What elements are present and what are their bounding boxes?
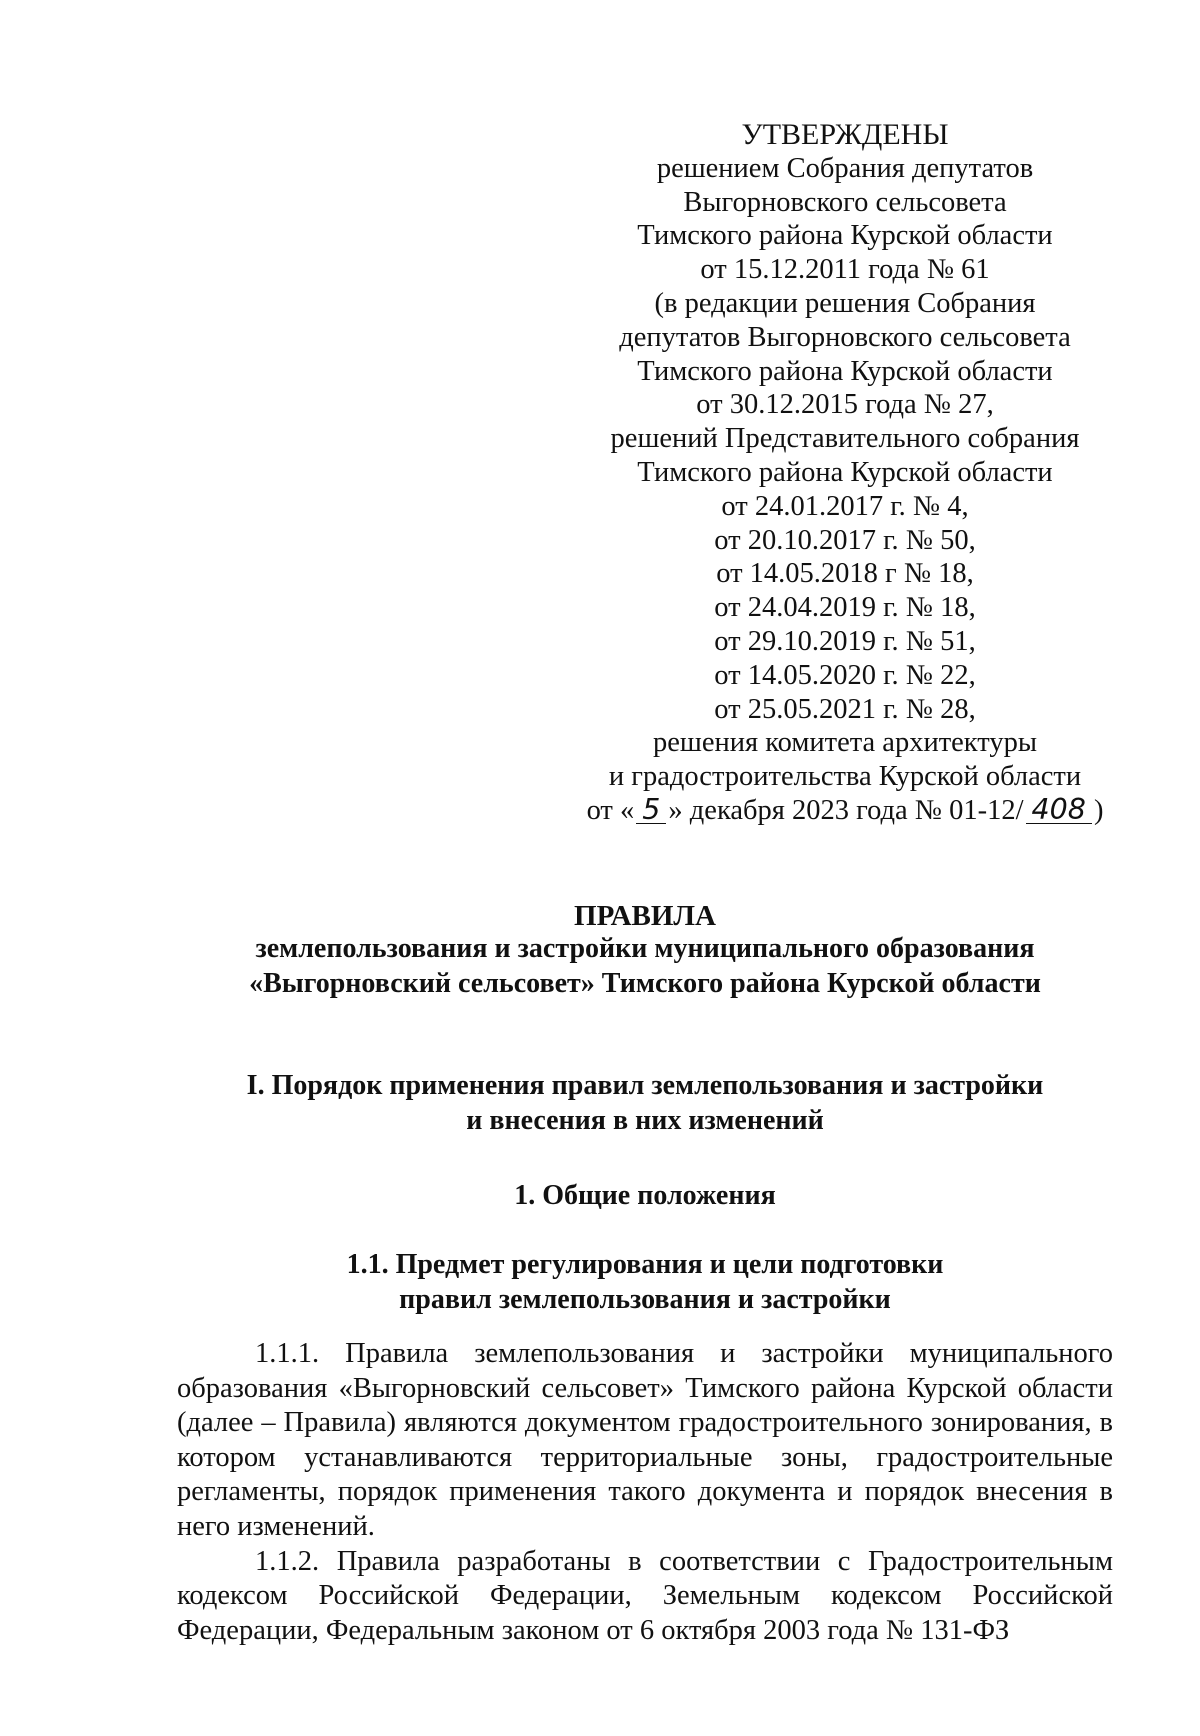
handwritten-number: 408 [1026,797,1092,824]
approval-block [560,118,1130,828]
approval-line: решений Представительного собрания [610,423,1080,455]
section-line: и внесения в них изменений [466,1105,824,1136]
title-main: ПРАВИЛА [574,900,716,932]
paragraph-1-1-1: 1.1.1. Правила землепользования и застройки муниципального образования «Выгорновский сельсовет» Тимского района Курской области (далее – Правила) являются документом градостроительного зонирования, в котором устанавливаются территориальные зоны, градостроительные регламенты, порядок применения такого документа и порядок внесения в него изменений. [177,1338,1113,1542]
document-title [150,899,1140,934]
subtitle-line: «Выгорновский сельсовет» Тимского района Курской области [249,968,1041,999]
section-heading [150,1068,1140,1138]
subsection-line: 1.1. Предмет регулирования и цели подготовки [346,1249,944,1280]
date-prefix: от « [586,794,635,826]
approval-line: от 25.05.2021 г. № 28, [714,693,976,725]
date-middle: » декабря 2023 года № 01-12/ [668,794,1024,826]
approval-line: Тимского района Курской области [637,355,1053,387]
approval-date-line [560,794,1130,828]
approval-line: Тимского района Курской области [637,220,1053,252]
approval-line: от 24.04.2019 г. № 18, [714,592,976,624]
approval-line: от 14.05.2018 г № 18, [716,558,974,590]
approval-line: от 20.10.2017 г. № 50, [714,524,976,556]
subsection-heading [150,1247,1140,1317]
approval-line: от 15.12.2011 года № 61 [700,254,990,286]
approval-line: и градостроительства Курской области [608,761,1082,793]
date-suffix: ) [1093,794,1104,826]
body-text [177,1337,1113,1648]
chapter-heading [150,1178,1140,1213]
approval-line: от 30.12.2015 года № 27, [696,389,994,421]
approval-line: от 24.01.2017 г. № 4, [721,490,969,522]
approval-heading: УТВЕРЖДЕНЫ [741,118,949,151]
handwritten-day: 5 [636,797,666,824]
approval-line: решения комитета архитектуры [652,727,1037,759]
approval-line: решением Собрания депутатов [656,152,1034,184]
approval-line: Выгорновского сельсовета [683,186,1007,218]
approval-line: (в редакции решения Собрания [654,287,1036,319]
section-line: I. Порядок применения правил землепользования и застройки [246,1070,1044,1101]
approval-line: депутатов Выгорновского сельсовета [619,321,1071,353]
document-subtitle [150,931,1140,1001]
approval-line: от 14.05.2020 г. № 22, [714,659,976,691]
subsection-line: правил землепользования и застройки [399,1284,891,1315]
subtitle-line: землепользования и застройки муниципального образования [255,933,1035,964]
approval-line: от 29.10.2019 г. № 51, [714,625,976,657]
approval-line: Тимского района Курской области [637,456,1053,488]
chapter-line: 1. Общие положения [514,1180,776,1211]
paragraph-1-1-2: 1.1.2. Правила разработаны в соответствии с Градостроительным кодексом Российской Федерации, Земельным кодексом Российской Федерации, Федеральным законом от 6 октября 2003 года № 131-ФЗ [177,1545,1113,1646]
